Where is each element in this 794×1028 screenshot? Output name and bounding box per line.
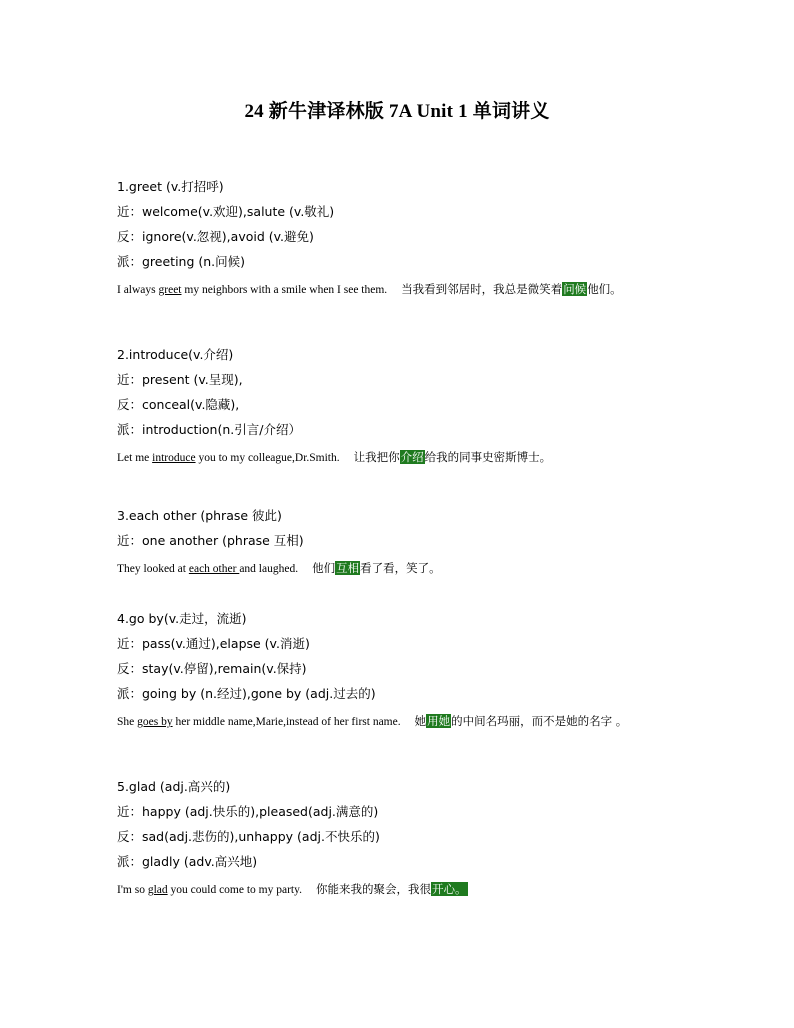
synonyms-line: 近：welcome(v.欢迎),salute (v.敬礼)	[117, 204, 335, 219]
entry-each-other	[117, 503, 737, 579]
example-text: I'm so	[117, 884, 148, 896]
entry-glad	[117, 774, 737, 900]
entry-head: 1.greet (v.打招呼)	[117, 179, 224, 194]
derivatives-line: 派：gladly (adv.高兴地)	[117, 854, 258, 869]
derivatives-line: 派：greeting (n.问候)	[117, 254, 246, 269]
entry-head: 4.go by(v.走过，流逝)	[117, 611, 247, 626]
underlined-keyword: introduce	[152, 452, 196, 464]
entry-head: 5.glad (adj.高兴的)	[117, 779, 231, 794]
translation-text: 她	[414, 714, 427, 728]
synonyms-line: 近：pass(v.通过),elapse (v.消逝)	[117, 636, 310, 651]
translation-text: 当我看到邻居时，我总是微笑着	[401, 282, 563, 296]
entry-head: 2.introduce(v.介绍)	[117, 347, 234, 362]
example-text: Let me	[117, 452, 153, 464]
example-text: They looked at	[117, 563, 189, 575]
underlined-keyword: goes by	[137, 716, 173, 728]
example-sentence	[117, 878, 737, 900]
example-text: I always	[117, 284, 159, 296]
example-chinese	[401, 282, 622, 296]
underlined-keyword: each other	[188, 563, 240, 575]
example-english	[117, 452, 340, 464]
example-text: you to my colleague,Dr.Smith.	[195, 452, 340, 464]
example-sentence	[117, 557, 737, 579]
translation-text: 让我把你	[353, 450, 400, 464]
example-sentence	[117, 710, 737, 732]
example-text: you could come to my party.	[167, 884, 302, 896]
example-text: and laughed.	[239, 563, 299, 575]
example-text: She	[117, 716, 138, 728]
highlighted-translation: 开心。	[432, 882, 467, 896]
highlighted-translation: 用她	[427, 714, 451, 728]
example-chinese	[312, 561, 441, 575]
antonyms-line: 反：sad(adj.悲伤的),unhappy (adj.不快乐的)	[117, 829, 380, 844]
entry-greet	[117, 174, 737, 300]
synonyms-line: 近：one another (phrase 互相)	[117, 533, 304, 548]
highlighted-translation: 问候	[563, 282, 587, 296]
page-title: 24 新牛津译林版 7A Unit 1 单词讲义	[244, 101, 550, 122]
translation-text: 他们	[312, 561, 336, 575]
translation-text: 看了看，笑了。	[360, 561, 441, 575]
antonyms-line: 反：stay(v.停留),remain(v.保持)	[117, 661, 307, 676]
antonyms-line: 反：ignore(v.忽视),avoid (v.避免)	[117, 229, 314, 244]
example-chinese	[316, 882, 468, 896]
example-chinese	[415, 714, 628, 728]
example-english	[117, 563, 298, 575]
synonyms-line: 近：happy (adj.快乐的),pleased(adj.满意的)	[117, 804, 379, 819]
entry-go-by	[117, 606, 737, 732]
derivatives-line: 派：introduction(n.引言/介绍）	[117, 422, 301, 437]
translation-text: 给我的同事史密斯博士。	[424, 450, 552, 464]
example-english	[117, 716, 401, 728]
example-english	[117, 284, 387, 296]
highlighted-translation: 互相	[336, 561, 360, 575]
example-english	[117, 884, 302, 896]
translation-text: 他们。	[587, 282, 622, 296]
antonyms-line: 反：conceal(v.隐藏),	[117, 397, 240, 412]
underlined-keyword: greet	[158, 284, 182, 296]
highlighted-translation: 介绍	[400, 450, 424, 464]
translation-text: 你能来我的聚会，我很	[316, 882, 431, 896]
example-text: my neighbors with a smile when I see them.	[181, 284, 388, 296]
example-sentence	[117, 278, 737, 300]
derivatives-line: 派：going by (n.经过),gone by (adj.过去的)	[117, 686, 376, 701]
example-chinese	[354, 450, 552, 464]
translation-text: 的中间名玛丽，而不是她的名字 。	[451, 714, 628, 728]
entry-head: 3.each other (phrase 彼此)	[117, 508, 282, 523]
synonyms-line: 近：present (v.呈现),	[117, 372, 243, 387]
example-sentence	[117, 446, 737, 468]
entry-introduce	[117, 342, 737, 468]
underlined-keyword: glad	[147, 884, 168, 896]
example-text: her middle name,Marie,instead of her first name.	[172, 716, 401, 728]
